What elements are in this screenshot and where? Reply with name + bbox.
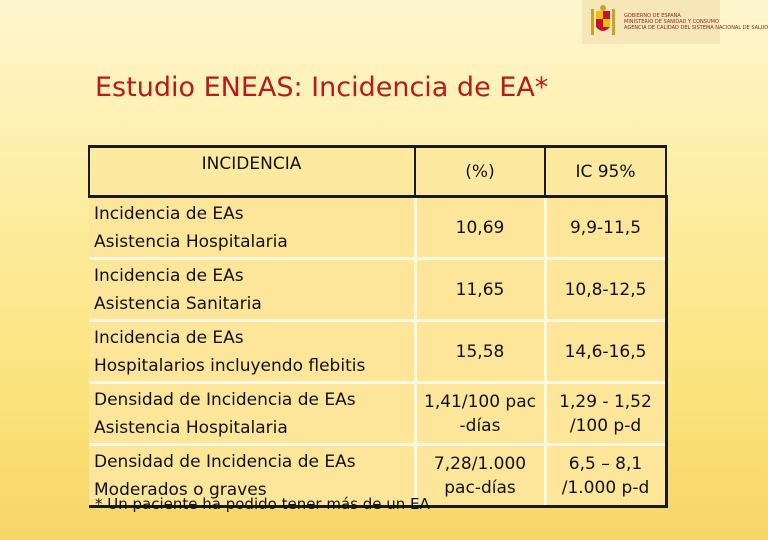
row-ic95: 10,8-12,5 — [545, 259, 666, 321]
row-ic95: 6,5 – 8,1 /1.000 p-d — [545, 445, 666, 507]
ministry-logo — [582, 0, 768, 44]
table-row — [89, 197, 666, 259]
table-row — [89, 321, 666, 383]
logo-line: AGENCIA DE CALIDAD DEL SISTEMA NACIONAL DE SALUD — [624, 24, 768, 31]
row-percent: 15,58 — [415, 321, 545, 383]
header-incidencia: INCIDENCIA — [89, 147, 415, 197]
row-ic95: 9,9-11,5 — [545, 197, 666, 259]
logo-text — [624, 12, 768, 31]
row-percent: 7,28/1.000 pac-días — [415, 445, 545, 507]
row-label: Densidad de Incidencia de EAs Asistencia Hospitalaria — [89, 383, 415, 445]
row-percent: 1,41/100 pac -días — [415, 383, 545, 445]
logo-line: GOBIERNO DE ESPAÑA — [624, 12, 681, 19]
row-percent: 11,65 — [415, 259, 545, 321]
footnote: * Un paciente ha podido tener más de un EA — [95, 495, 430, 513]
header-percent: (%) — [415, 147, 545, 197]
header-ic95: IC 95% — [545, 147, 666, 197]
row-label: Incidencia de EAs Asistencia Sanitaria — [89, 259, 415, 321]
row-label: Incidencia de EAs Hospitalarios incluyendo flebitis — [89, 321, 415, 383]
row-label: Incidencia de EAs Asistencia Hospitalaria — [89, 197, 415, 259]
row-label: Densidad de Incidencia de EAs Moderados o graves — [89, 445, 415, 507]
row-ic95: 14,6-16,5 — [545, 321, 666, 383]
slide-title: Estudio ENEAS: Incidencia de EA* — [95, 72, 549, 103]
row-percent: 10,69 — [415, 197, 545, 259]
incidence-table — [88, 145, 668, 508]
row-ic95: 1,29 - 1,52 /100 p-d — [545, 383, 666, 445]
table-row — [89, 259, 666, 321]
logo-line: MINISTERIO DE SANIDAD Y CONSUMO — [624, 18, 719, 25]
table-header-row — [89, 147, 666, 197]
coat-of-arms-icon — [588, 3, 618, 41]
table-row — [89, 383, 666, 445]
